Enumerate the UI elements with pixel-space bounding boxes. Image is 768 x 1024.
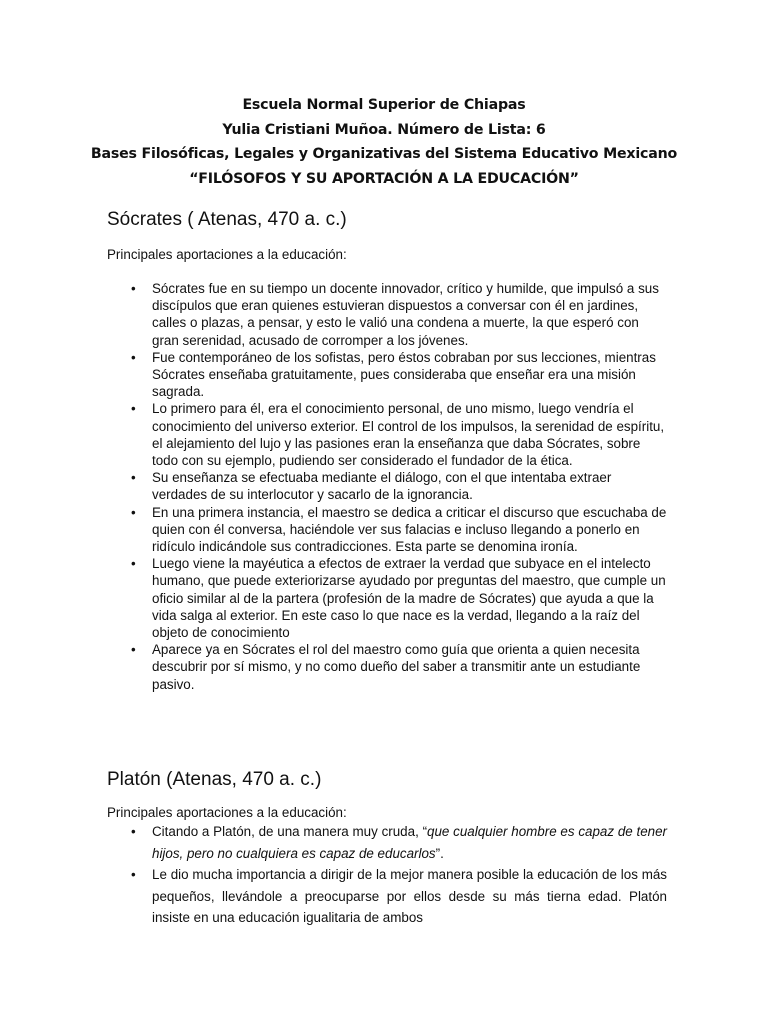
list-item-text: Le dio mucha importancia a dirigir de la mejor manera posible la educación de los más pequeños, llevándole a preocuparse por ellos desde su más tierna edad. Platón insiste en una educación igualitaria de ambos xyxy=(152,867,667,925)
student-info: Yulia Cristiani Muñoa. Número de Lista: 6 xyxy=(222,121,546,138)
document-title: “FILÓSOFOS Y SU APORTACIÓN A LA EDUCACIÓN” xyxy=(189,170,579,187)
list-item-text: Luego viene la mayéutica a efectos de extraer la verdad que subyace en el intelecto humano, que puede exteriorizarse ayudado por preguntas del maestro, que cumple un oficio similar al de la partera (profesión de la madre de Sócrates) que ayuda a que la vida salga al exterior. En este caso lo que nace es la verdad, llegando a la raíz del objeto de conocimiento xyxy=(152,556,666,641)
section-heading-platon: Platón (Atenas, 470 a. c.) xyxy=(107,769,322,790)
section-intro-platon: Principales aportaciones a la educación: xyxy=(107,805,347,820)
section-heading-socrates: Sócrates ( Atenas, 470 a. c.) xyxy=(107,209,347,230)
document-header xyxy=(60,93,708,191)
list-item xyxy=(107,349,667,401)
school-name: Escuela Normal Superior de Chiapas xyxy=(242,97,526,113)
section-intro-socrates: Principales aportaciones a la educación: xyxy=(107,247,347,262)
list-item xyxy=(107,469,667,503)
bullet-glyph: • xyxy=(131,349,136,365)
platon-bullet-list xyxy=(107,821,667,929)
course-name: Bases Filosóficas, Legales y Organizativas del Sistema Educativo Mexicano xyxy=(90,146,678,162)
list-item-text xyxy=(152,821,667,864)
quote-suffix: ”. xyxy=(435,845,444,861)
bullet-glyph: • xyxy=(131,824,136,839)
bullet-glyph: • xyxy=(131,281,136,296)
list-item-text: Fue contemporáneo de los sofistas, pero éstos cobraban por sus lecciones, mientras Sócrates enseñaba gratuitamente, pues consideraba que enseñar era una misión sagrada. xyxy=(152,349,656,400)
list-item-text: En una primera instancia, el maestro se dedica a criticar el discurso que escuchaba de quien con él conversa, haciéndole ver sus falacias e incluso llegando a ponerlo en ridículo indicándole sus contradicciones. Esta parte se denomina ironía. xyxy=(152,504,667,555)
list-item xyxy=(107,821,667,864)
list-item-text: Su enseñanza se efectuaba mediante el diálogo, con el que intentaba extraer verdades de su interlocutor y sacarlo de la ignorancia. xyxy=(152,470,612,503)
bullet-glyph: • xyxy=(131,867,136,882)
quote-text: que cualquier hombre es capaz de tener hijos, pero no cualquiera es capaz de educarlos xyxy=(152,824,667,861)
quote-prefix: Citando a Platón, de una manera muy cruda, “ xyxy=(152,824,428,839)
bullet-glyph: • xyxy=(131,556,136,572)
bullet-glyph: • xyxy=(131,470,136,486)
bullet-glyph: • xyxy=(131,401,136,417)
list-item xyxy=(107,641,667,693)
list-item-text: Lo primero para él, era el conocimiento personal, de uno mismo, luego vendría el conocimiento del universo exterior. El control de los impulsos, la serenidad de espíritu, el alejamiento del lujo y las pasiones eran la enseñanza que daba Sócrates, sobre todo con su ejemplo, pudiendo ser considerado el fundador de la ética. xyxy=(152,401,665,469)
list-item-text: Sócrates fue en su tiempo un docente innovador, crítico y humilde, que impulsó a sus discípulos que eran quienes estuvieran dispuestos a conversar con él en jardines, calles o plazas, a pensar, y esto le valió una condena a muerte, la que esperó con gran serenidad, acusado de corromper a los jóvenes. xyxy=(152,281,659,348)
list-item-text: Aparece ya en Sócrates el rol del maestro como guía que orienta a quien necesita descubrir por sí mismo, y no como dueño del saber a transmitir ante un estudiante pasivo. xyxy=(152,642,641,692)
list-item xyxy=(107,504,667,556)
socrates-bullet-list xyxy=(107,280,667,693)
bullet-glyph: • xyxy=(131,504,136,520)
list-item xyxy=(107,280,667,349)
list-item xyxy=(107,555,667,641)
bullet-glyph: • xyxy=(131,642,136,658)
list-item xyxy=(107,400,667,469)
list-item xyxy=(107,864,667,929)
